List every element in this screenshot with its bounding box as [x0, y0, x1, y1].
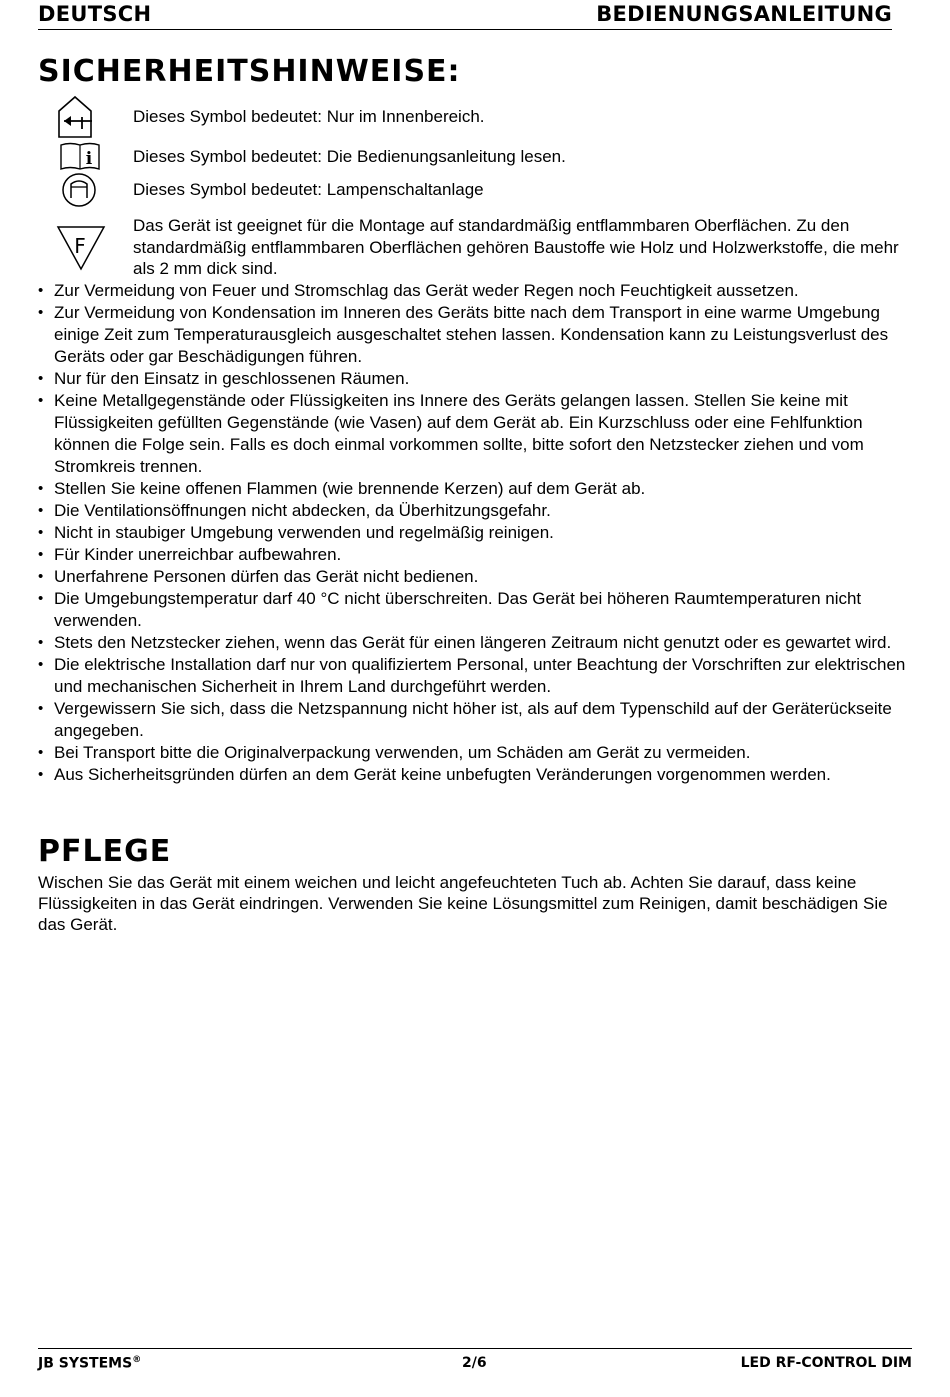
care-text: Wischen Sie das Gerät mit einem weichen und leicht angefeuchteten Tuch ab. Achten Sie darauf, dass keine Flüssigkeiten in das Gerät eindringen. Verwenden Sie keine Lösungsmittel zum Reinigen, damit beschädigen Sie das Gerät. — [38, 873, 888, 934]
registered-mark: ® — [132, 1355, 142, 1365]
list-item: • Zur Vermeidung von Feuer und Stromschlag das Gerät weder Regen noch Feuchtigkeit aussetzen. — [38, 280, 918, 302]
list-item: • Zur Vermeidung von Kondensation im Inneren des Geräts bitte nach dem Transport in eine warme Umgebung einige Zeit zum Temperaturausgleich ausgeschaltet stehen lassen. Kondensation kann zu Leistungsverlust des Geräts oder gar Beschädigungen führen. — [38, 302, 918, 368]
footer-brand — [38, 1355, 141, 1372]
lamp-control-gear-icon — [61, 172, 97, 214]
svg-text:i: i — [85, 149, 93, 169]
list-item: • Keine Metallgegenstände oder Flüssigkeiten ins Innere des Geräts gelangen lassen. Stellen Sie keine mit Flüssigkeiten gefüllten Gegenstände (wie Vasen) auf dem Gerät ab. Ein Kurzschluss oder eine Fehlfunktion können die Folge sein. Falls es doch einmal vorkommen sollte, bitte sofort den Netzstecker ziehen und vom Stromkreis trennen. — [38, 390, 918, 478]
header-doc-type: BEDIENUNGSANLEITUNG — [596, 2, 892, 26]
footer-brand-name: JB SYSTEMS — [38, 1355, 133, 1372]
symbol-text-indoor: Dieses Symbol bedeutet: Nur im Innenbereich. — [133, 107, 485, 126]
symbol-text-lamp: Dieses Symbol bedeutet: Lampenschaltanlage — [133, 180, 484, 199]
safety-title: SICHERHEITSHINWEISE: — [38, 54, 461, 89]
symbol-text-manual: Dieses Symbol bedeutet: Die Bedienungsanleitung lesen. — [133, 147, 566, 166]
symbol-row-indoor — [56, 95, 916, 139]
header-language: DEUTSCH — [38, 2, 152, 26]
list-item: • Nicht in staubiger Umgebung verwenden und regelmäßig reinigen. — [38, 522, 918, 544]
page-footer — [38, 1348, 912, 1372]
footer-product: LED RF-CONTROL DIM — [740, 1355, 912, 1371]
indoor-use-icon — [56, 95, 96, 145]
list-item: • Aus Sicherheitsgründen dürfen an dem Gerät keine unbefugten Veränderungen vorgenommen werden. — [38, 764, 918, 786]
list-item: • Die Umgebungstemperatur darf 40 °C nicht überschreiten. Das Gerät bei höheren Raumtemperaturen nicht verwenden. — [38, 588, 918, 632]
list-item: • Die elektrische Installation darf nur von qualifiziertem Personal, unter Beachtung der Vorschriften zur elektrischen und mechanischen Sicherheit in Ihrem Land durchgeführt werden. — [38, 654, 918, 698]
symbol-row-manual — [56, 141, 916, 171]
list-item: • Stets den Netzstecker ziehen, wenn das Gerät für einen längeren Zeitraum nicht genutzt oder es gewartet wird. — [38, 632, 918, 654]
list-item: • Stellen Sie keine offenen Flammen (wie brennende Kerzen) auf dem Gerät ab. — [38, 478, 918, 500]
footer-page-number: 2/6 — [462, 1355, 487, 1371]
symbol-text-flammable: Das Gerät ist geeignet für die Montage auf standardmäßig entflammbaren Oberflächen. Zu den standardmäßig entflammbaren Oberflächen gehören Baustoffe wie Holz und Holzwerkstoffe, die mehr als 2 mm dick sind. — [133, 216, 899, 278]
list-item: • Bei Transport bitte die Originalverpackung verwenden, um Schäden am Gerät zu vermeiden. — [38, 742, 918, 764]
symbol-row-flammable — [56, 215, 916, 279]
list-item: • Für Kinder unerreichbar aufbewahren. — [38, 544, 918, 566]
symbol-row-lamp — [56, 172, 916, 208]
page-header — [38, 2, 892, 30]
flammable-surface-f-icon — [56, 225, 106, 277]
list-item: • Unerfahrene Personen dürfen das Gerät nicht bedienen. — [38, 566, 918, 588]
list-item: • Die Ventilationsöffnungen nicht abdecken, da Überhitzungsgefahr. — [38, 500, 918, 522]
list-item: • Vergewissern Sie sich, dass die Netzspannung nicht höher ist, als auf dem Typenschild auf der Geräterückseite angegeben. — [38, 698, 918, 742]
care-title: PFLEGE — [38, 834, 172, 869]
safety-bullet-list — [38, 280, 918, 786]
svg-text:F: F — [74, 234, 86, 258]
list-item: • Nur für den Einsatz in geschlossenen Räumen. — [38, 368, 918, 390]
